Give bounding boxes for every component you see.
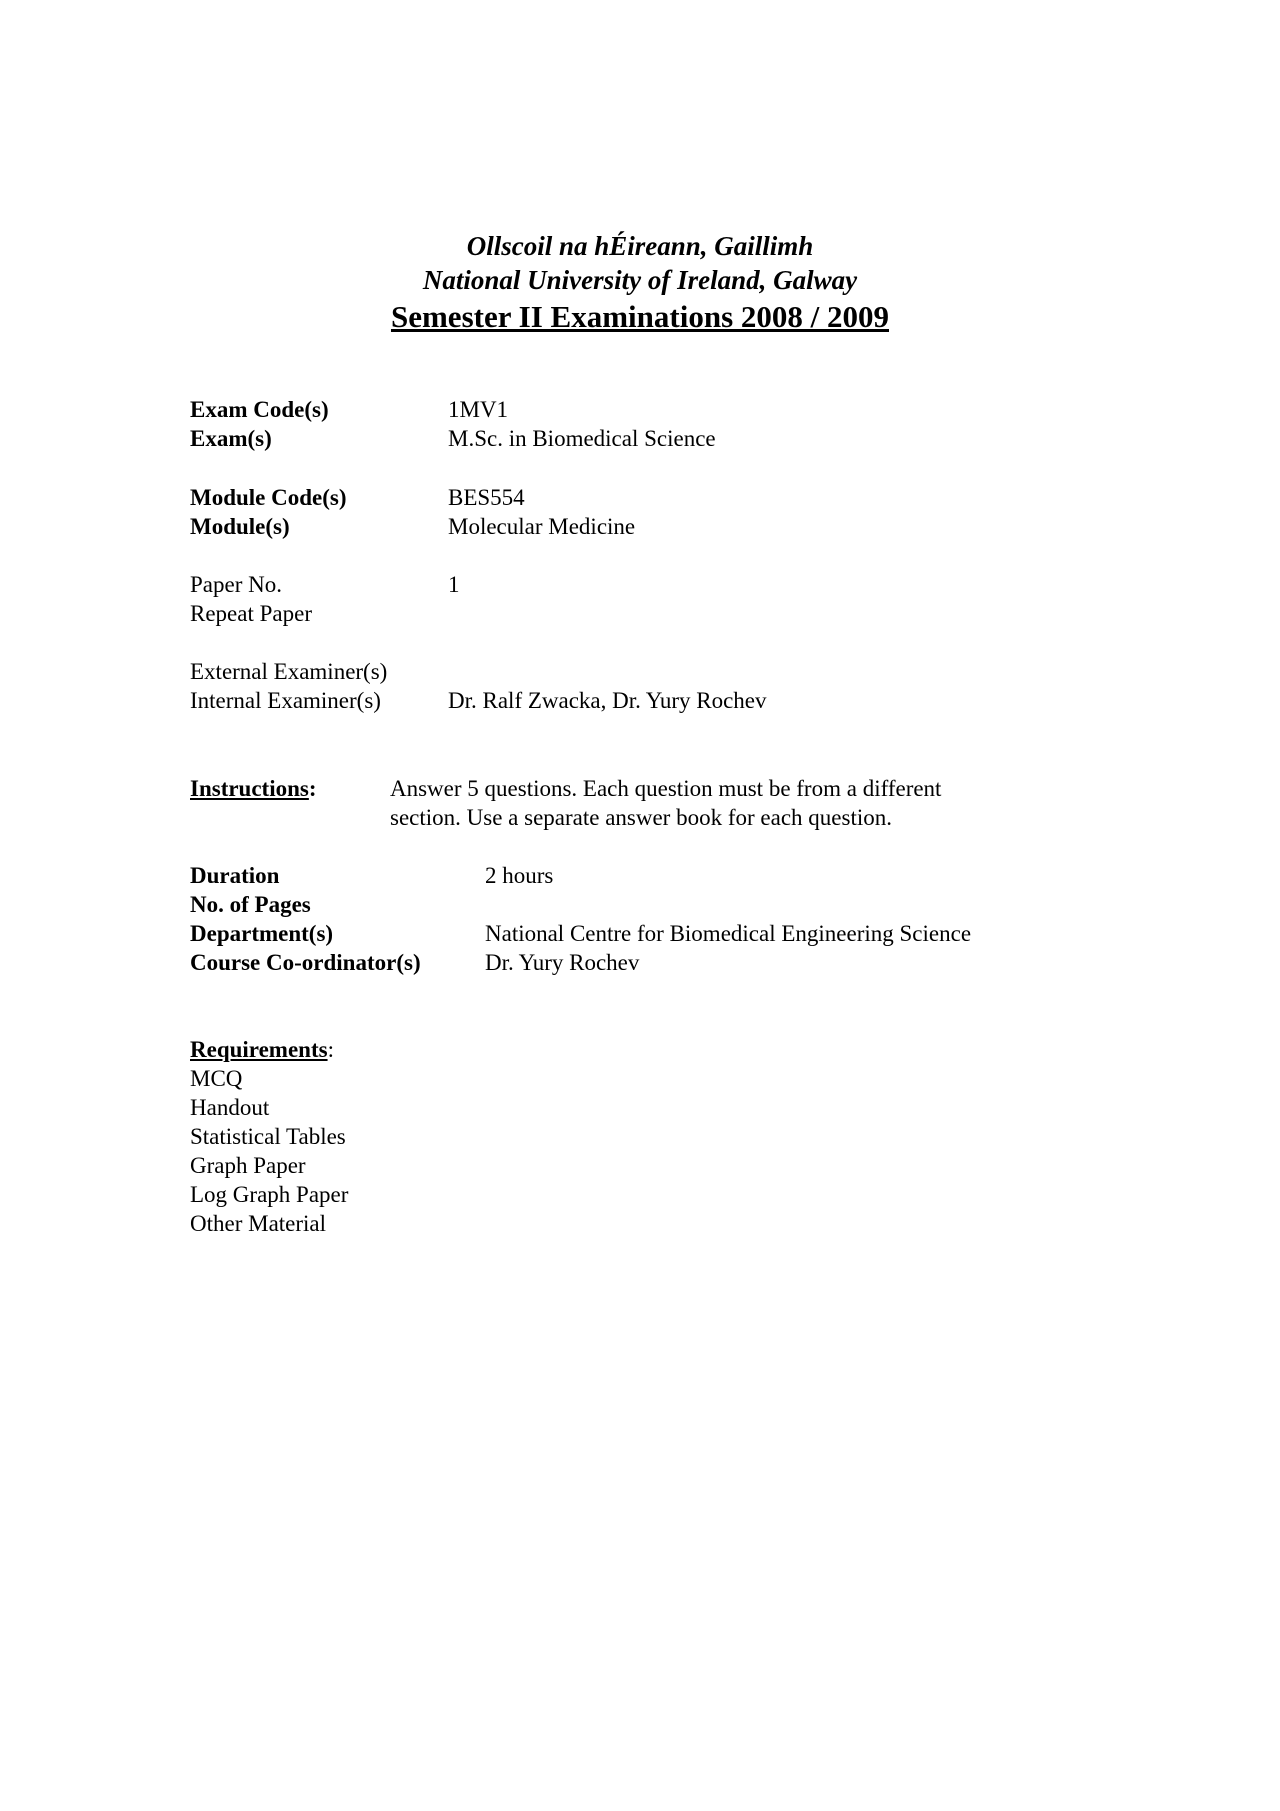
coordinator-label: Course Co-ordinator(s): [190, 950, 421, 975]
requirements-label: Requirements: [190, 1037, 328, 1062]
duration-label: Duration: [190, 863, 280, 888]
instructions-colon: :: [308, 776, 317, 801]
exam-code-value: 1MV1: [448, 397, 509, 422]
paper-no-label: Paper No.: [190, 572, 282, 597]
exam-session-title: Semester II Examinations 2008 / 2009: [390, 299, 889, 334]
exam-label: Exam(s): [190, 426, 272, 451]
university-name-irish: Ollscoil na hÉireann, Gaillimh: [466, 231, 814, 261]
requirement-item: Graph Paper: [190, 1153, 306, 1178]
module-code-label: Module Code(s): [190, 485, 347, 510]
instructions-line-1: Answer 5 questions. Each question must be from a different: [390, 776, 942, 801]
instructions-line-2: section. Use a separate answer book for each question.: [390, 805, 892, 830]
requirement-item: Other Material: [190, 1211, 327, 1236]
exam-value: M.Sc. in Biomedical Science: [448, 426, 716, 451]
instructions-label: Instructions: [190, 776, 309, 801]
requirement-item: Log Graph Paper: [190, 1182, 349, 1207]
department-value: National Centre for Biomedical Engineering Science: [485, 921, 972, 946]
requirement-item: Statistical Tables: [190, 1124, 346, 1149]
module-value: Molecular Medicine: [448, 514, 636, 539]
module-code-value: BES554: [448, 485, 525, 510]
internal-examiner-label: Internal Examiner(s): [190, 688, 381, 713]
requirement-item: Handout: [190, 1095, 270, 1120]
internal-examiner-value: Dr. Ralf Zwacka, Dr. Yury Rochev: [448, 688, 767, 713]
exam-code-label: Exam Code(s): [190, 397, 329, 422]
department-label: Department(s): [190, 921, 334, 946]
requirements-colon: :: [327, 1037, 334, 1062]
instructions-label-wrap: [190, 774, 317, 803]
coordinator-value: Dr. Yury Rochev: [485, 950, 640, 975]
requirement-item: MCQ: [190, 1066, 243, 1091]
requirements-label-wrap: [190, 1035, 334, 1064]
duration-value: 2 hours: [485, 863, 554, 888]
module-label: Module(s): [190, 514, 290, 539]
external-examiner-label: External Examiner(s): [190, 659, 388, 684]
pages-label: No. of Pages: [190, 892, 311, 917]
paper-no-value: 1: [448, 572, 460, 597]
repeat-paper-label: Repeat Paper: [190, 601, 312, 626]
university-name-english: National University of Ireland, Galway: [422, 265, 858, 295]
